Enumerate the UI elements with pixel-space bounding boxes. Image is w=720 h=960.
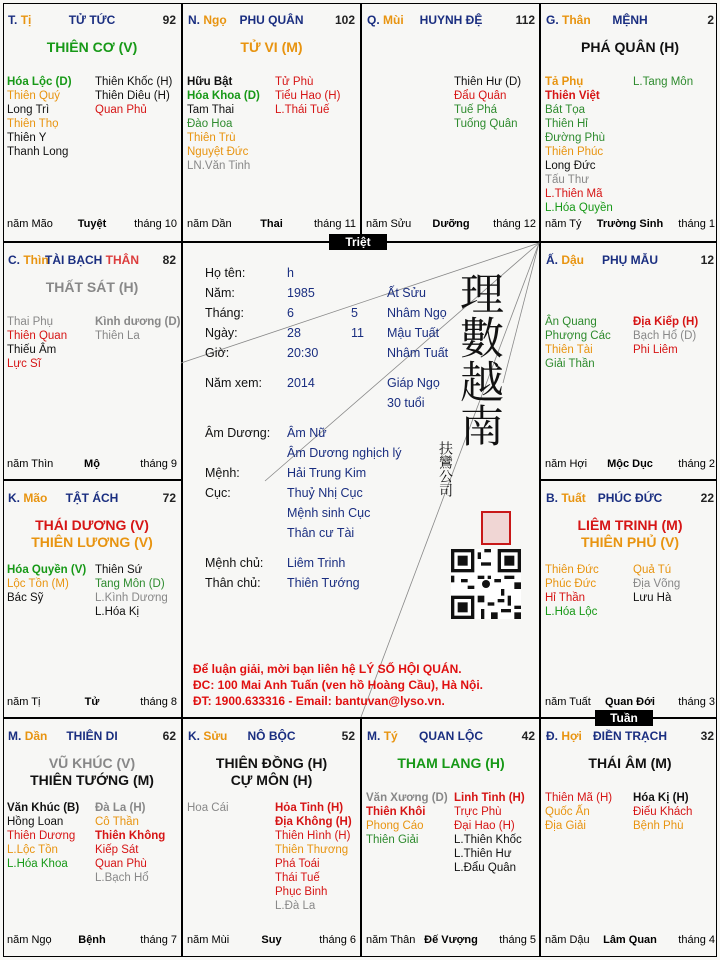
minor-star: Phúc Đức (545, 578, 597, 590)
palace-header (546, 729, 714, 743)
minor-star: Bát Tọa (545, 104, 586, 116)
palace-header (546, 253, 714, 267)
palace-name: ĐIỀN TRẠCH (593, 729, 667, 743)
palace-branch: C. Thìn (8, 253, 49, 267)
main-stars (183, 755, 360, 789)
ho-ten-value: h (287, 266, 294, 280)
palace-footer (545, 457, 715, 471)
minor-star: L.Đẩu Quân (454, 862, 517, 874)
palace-year: năm Dậu (545, 934, 590, 946)
main-stars (3, 39, 181, 56)
center-info (181, 241, 539, 719)
palace-footer (187, 217, 356, 231)
palace-stage: Mộc Dục (607, 458, 653, 470)
palace-stage: Thai (260, 218, 283, 230)
minor-star: Hóa Kị (H) (633, 792, 689, 804)
palace-year: năm Ngọ (7, 934, 52, 946)
palace-month: tháng 6 (319, 934, 356, 946)
minor-star: Phá Toái (275, 858, 320, 870)
than-chu-value: Thiên Tướng (287, 576, 360, 590)
minor-star: Thiên Diêu (H) (95, 90, 170, 102)
palace-footer (7, 457, 177, 471)
thang-am: 5 (351, 306, 358, 320)
palace-number: 102 (334, 13, 355, 27)
minor-star: Hóa Quyền (V) (7, 564, 87, 576)
minor-star: L.Bạch Hổ (95, 872, 149, 884)
palace-branch: T. Tị (8, 13, 32, 27)
nam-label: Năm: (205, 286, 235, 300)
minor-star: Cô Thần (95, 816, 139, 828)
palace-stage: Đế Vượng (424, 934, 478, 946)
minor-star: L.Hóa Khoa (7, 858, 68, 870)
minor-star: Lực Sĩ (7, 358, 41, 370)
minor-star: L.Thiên Hư (454, 848, 512, 860)
tuoi-value: 30 tuổi (387, 396, 425, 410)
palace-hoi (541, 719, 719, 957)
minor-star: L.Thái Tuế (275, 104, 330, 116)
minor-star: Thiên Thương (275, 844, 349, 856)
minor-star: Thiên Đức (545, 564, 599, 576)
palace-month: tháng 1 (678, 218, 715, 230)
star-column-right (633, 563, 720, 605)
main-star: THÁI DƯƠNG (V) (35, 517, 149, 533)
palace-footer (366, 933, 536, 947)
menh-chu-value: Liêm Trinh (287, 556, 346, 570)
minor-star: Tuống Quân (454, 118, 518, 130)
minor-star: L.Hóa Quyền (545, 202, 613, 214)
main-stars (3, 279, 181, 296)
minor-star: Tam Thai (187, 104, 235, 116)
palace-stage: Mộ (84, 458, 100, 470)
palace-footer (187, 933, 356, 947)
palace-name: HUYNH ĐỆ (419, 13, 483, 27)
ngay-duong: 28 (287, 326, 301, 340)
minor-star: Tử Phù (275, 76, 314, 88)
star-column-right (454, 75, 542, 131)
palace-year: năm Thân (366, 934, 416, 946)
palace-header (367, 13, 535, 27)
main-stars (362, 755, 540, 772)
ngay-label: Ngày: (205, 326, 238, 340)
thang-can-chi: Nhâm Ngọ (387, 306, 447, 320)
palace-number: 72 (162, 491, 176, 505)
palace-stage: Tuyệt (77, 218, 107, 230)
palace-header (367, 729, 535, 743)
minor-star: LN.Văn Tinh (187, 160, 251, 172)
minor-star: Thiên La (95, 330, 140, 342)
minor-star: Long Đức (545, 160, 596, 172)
palace-name: PHÚC ĐỨC (597, 491, 663, 505)
palace-header (546, 13, 714, 27)
palace-month: tháng 11 (313, 218, 356, 230)
star-column-left (545, 563, 633, 619)
palace-year: năm Mão (7, 218, 53, 230)
palace-number: 32 (700, 729, 714, 743)
palace-mui (362, 3, 540, 241)
minor-star: Ân Quang (545, 316, 597, 328)
palace-branch: B. Tuất (546, 491, 586, 505)
minor-star: L.Thiên Khốc (454, 834, 522, 846)
palace-stage: Quan Đới (605, 696, 655, 708)
minor-star: Hoa Cái (187, 802, 229, 814)
calligraphy-logo (437, 271, 513, 531)
palace-number: 22 (700, 491, 714, 505)
star-column-right (633, 315, 720, 357)
minor-star: Bệnh Phù (633, 820, 684, 832)
minor-star: Quan Phù (95, 858, 147, 870)
minor-star: Lưu Hà (633, 592, 672, 604)
contact-line-3: ĐT: 1900.633316 - Email: bantuvan@lyso.vn. (193, 694, 445, 708)
minor-star: Địa Không (H) (275, 816, 352, 828)
gio-label: Giờ: (205, 346, 230, 360)
cuc-label: Cục: (205, 486, 231, 500)
minor-star: Bạch Hổ (D) (633, 330, 697, 342)
contact-line-2: ĐC: 100 Mai Anh Tuấn (ven hồ Hoàng Cầu), Hà Nội. (193, 678, 484, 692)
star-column-left (7, 563, 95, 605)
star-column-left (7, 801, 95, 871)
minor-star: Hóa Khoa (D) (187, 90, 260, 102)
palace-month: tháng 2 (678, 458, 715, 470)
palace-footer (545, 933, 715, 947)
palace-name: THIÊN DI (66, 729, 118, 743)
star-column-left (545, 75, 633, 215)
main-stars (541, 517, 719, 551)
star-column-right (95, 801, 183, 885)
palace-year: năm Sửu (366, 218, 412, 230)
menh-value: Hải Trung Kim (287, 466, 367, 480)
main-stars (3, 755, 181, 789)
minor-star: Linh Tinh (H) (454, 792, 525, 804)
star-column-left (545, 315, 633, 371)
palace-tuat (541, 481, 719, 719)
palace-footer (545, 217, 715, 231)
star-column-right (275, 75, 363, 117)
minor-star: Hữu Bật (187, 76, 233, 88)
am-duong-note: Âm Dương nghịch lý (287, 446, 402, 460)
minor-star: Thiên Không (95, 830, 166, 842)
palace-branch: Q. Mùi (367, 13, 404, 27)
palace-name: NÔ BỘC (247, 729, 296, 743)
palace-number: 92 (162, 13, 176, 27)
palace-month: tháng 5 (499, 934, 536, 946)
palace-number: 2 (707, 13, 714, 27)
palace-footer (7, 217, 177, 231)
minor-star: Thiên Khôi (366, 806, 426, 818)
nam-xem-value: 2014 (287, 376, 315, 390)
minor-star: Thiên Y (7, 132, 47, 144)
nam-xem-label: Năm xem: (205, 376, 262, 390)
palace-year: năm Thìn (7, 458, 54, 470)
palace-stage: Lâm Quan (603, 934, 657, 946)
than-chu-label: Thân chủ: (205, 576, 261, 590)
main-star: CỰ MÔN (H) (230, 772, 313, 788)
minor-star: Thiên Việt (545, 90, 600, 102)
palace-name: TỬ TỨC (68, 13, 116, 27)
palace-year: năm Hợi (545, 458, 588, 470)
minor-star: Tấu Thư (545, 174, 589, 186)
minor-star: L.Lộc Tồn (7, 844, 58, 856)
minor-star: Tiểu Hao (H) (275, 90, 341, 102)
minor-star: Thiên Trù (187, 132, 236, 144)
main-star: THIÊN TƯỚNG (M) (30, 772, 154, 788)
star-column-right (95, 315, 183, 343)
palace-ngo (183, 3, 360, 241)
palace-number: 12 (700, 253, 714, 267)
palace-header (188, 729, 355, 743)
palace-header (8, 491, 176, 505)
palace-month: tháng 8 (140, 696, 177, 708)
minor-star: Địa Kiếp (H) (633, 316, 699, 328)
minor-star: Phượng Các (545, 330, 611, 342)
thang-label: Tháng: (205, 306, 244, 320)
main-star: PHÁ QUÂN (H) (581, 39, 679, 55)
cuc-note2: Thân cư Tài (287, 526, 355, 540)
minor-star: Đường Phù (545, 132, 605, 144)
minor-star: Thiên Mã (H) (545, 792, 613, 804)
ngay-can-chi: Mậu Tuất (387, 326, 440, 340)
minor-star: Thiên Tài (545, 344, 593, 356)
palace-name: MỆNH (612, 13, 648, 27)
palace-year: năm Dần (187, 218, 232, 230)
minor-star: Thiên Quý (7, 90, 61, 102)
palace-dau (541, 243, 719, 481)
minor-star: Thiên Hỉ (545, 118, 588, 130)
tuan-tag: Tuần (595, 710, 653, 726)
palace-stage: Tử (84, 696, 100, 708)
minor-star: Đào Hoa (187, 118, 233, 130)
main-star: THIÊN PHỦ (V) (581, 534, 679, 550)
menh-chu-label: Mệnh chủ: (205, 556, 264, 570)
minor-star: Kình dương (D) (95, 316, 181, 328)
minor-star: Nguyệt Đức (187, 146, 249, 158)
palace-header (8, 729, 176, 743)
palace-name: QUAN LỘC (419, 729, 483, 743)
minor-star: Giải Thần (545, 358, 595, 370)
palace-ty (362, 719, 540, 957)
palace-branch: M. Tý (367, 729, 398, 743)
palace-header (8, 253, 176, 267)
main-stars (3, 517, 181, 551)
minor-star: L.Kình Dương (95, 592, 168, 604)
palace-number: 82 (162, 253, 176, 267)
palace-footer (7, 695, 177, 709)
minor-star: Thiên Hư (D) (454, 76, 522, 88)
gio-can-chi: Nhâm Tuất (387, 346, 449, 360)
palace-branch: N. Ngọ (188, 13, 227, 27)
minor-star: Thiên Phúc (545, 146, 604, 158)
minor-star: Trực Phù (454, 806, 502, 818)
palace-name: PHU QUÂN (239, 13, 304, 27)
minor-star: L.Hóa Kị (95, 606, 140, 618)
star-column-left (7, 75, 95, 159)
minor-star: Đẩu Quân (454, 90, 507, 102)
palace-number: 112 (515, 13, 535, 27)
main-star: TỬ VI (M) (240, 39, 303, 55)
nam-can-chi: Ất Sửu (387, 286, 426, 300)
main-star: THIÊN ĐỒNG (H) (215, 755, 328, 771)
main-stars (541, 755, 719, 772)
seal-side-text: 扶鸞公司 (437, 441, 453, 497)
minor-star: Thái Tuế (275, 872, 320, 884)
palace-branch: K. Sửu (188, 729, 228, 743)
contact-line-1: Để luận giải, mời bạn liên hệ LÝ SỐ HỘI QUÁN. (193, 662, 462, 676)
nam-xem-can-chi: Giáp Ngọ (387, 376, 440, 390)
star-column-right (633, 75, 720, 89)
palace-month: tháng 10 (134, 218, 177, 230)
red-seal (481, 511, 511, 545)
palace-month: tháng 12 (493, 218, 536, 230)
minor-star: L.Thiên Mã (545, 188, 603, 200)
minor-star: Thiên Giải (366, 834, 419, 846)
contact-info (193, 661, 483, 709)
minor-star: Văn Khúc (B) (7, 802, 80, 814)
palace-branch: M. Dần (8, 729, 48, 743)
palace-mao (3, 481, 181, 719)
minor-star: Phi Liêm (633, 344, 678, 356)
qr-code-icon (451, 549, 521, 619)
calligraphy-text: 理數越南 (452, 271, 503, 447)
palace-month: tháng 9 (140, 458, 177, 470)
menh-label: Mệnh: (205, 466, 240, 480)
palace-footer (366, 217, 536, 231)
star-column-left (366, 791, 454, 847)
minor-star: Điếu Khách (633, 806, 693, 818)
minor-star: Địa Giải (545, 820, 586, 832)
palace-year: năm Tị (7, 696, 41, 708)
minor-star: Quốc Ấn (545, 806, 590, 818)
palace-stage: Trường Sinh (596, 218, 664, 230)
minor-star: Quả Tú (633, 564, 672, 576)
palace-header (546, 491, 714, 505)
minor-star: Kiếp Sát (95, 844, 139, 856)
minor-star: Tang Môn (D) (95, 578, 165, 590)
minor-star: Thanh Long (7, 146, 69, 158)
palace-than (541, 3, 719, 241)
minor-star: Phong Cáo (366, 820, 424, 832)
star-column-left (7, 315, 95, 371)
main-star: VŨ KHÚC (V) (48, 755, 136, 771)
cuc-value: Thuỷ Nhị Cục (287, 486, 363, 500)
minor-star: Thiên Quan (7, 330, 68, 342)
palace-stage: Suy (261, 934, 282, 946)
triet-tag: Triệt (329, 234, 387, 250)
palace-branch: K. Mão (8, 491, 48, 505)
am-duong-label: Âm Dương: (205, 426, 271, 440)
minor-star: Phục Binh (275, 886, 328, 898)
minor-star: Bác Sỹ (7, 592, 44, 604)
minor-star: Thiên Dương (7, 830, 76, 842)
star-column-right (95, 75, 183, 117)
minor-star: L.Đà La (275, 900, 316, 912)
horoscope-chart (3, 3, 717, 957)
am-duong-value: Âm Nữ (287, 426, 327, 440)
palace-month: tháng 7 (140, 934, 177, 946)
palace-header (8, 13, 176, 27)
minor-star: Đà La (H) (95, 802, 146, 814)
palace-branch: Ấ. Dậu (546, 253, 585, 267)
palace-branch: Đ. Hợi (546, 729, 582, 743)
minor-star: Quan Phủ (95, 104, 147, 116)
palace-stage: Dưỡng (432, 218, 470, 230)
minor-star: L.Hóa Lộc (545, 606, 598, 618)
star-column-left (187, 75, 275, 173)
palace-ti (3, 3, 181, 241)
minor-star: Lộc Tồn (M) (7, 578, 69, 590)
palace-year: năm Mùi (187, 934, 230, 946)
palace-stage: Bệnh (78, 934, 106, 946)
minor-star: L.Tang Môn (633, 76, 694, 88)
nam-value: 1985 (287, 286, 315, 300)
palace-suu (183, 719, 360, 957)
minor-star: Địa Võng (633, 578, 681, 590)
palace-month: tháng 3 (678, 696, 715, 708)
palace-year: năm Tý (545, 218, 582, 230)
minor-star: Hồng Loan (7, 816, 64, 828)
gio-value: 20:30 (287, 346, 319, 360)
palace-number: 52 (341, 729, 355, 743)
palace-year: năm Tuất (545, 696, 591, 708)
palace-branch: G. Thân (546, 13, 591, 27)
main-star: THIÊN CƠ (V) (46, 39, 138, 55)
minor-star: Văn Xương (D) (366, 792, 448, 804)
palace-name: TẬT ÁCH (65, 491, 119, 505)
star-column-right (275, 801, 363, 913)
minor-star: Long Trì (7, 104, 50, 116)
palace-month: tháng 4 (678, 934, 715, 946)
minor-star: Tả Phụ (545, 76, 584, 88)
palace-number: 42 (521, 729, 535, 743)
cuc-note1: Mệnh sinh Cục (287, 506, 371, 520)
minor-star: Đại Hao (H) (454, 820, 515, 832)
palace-footer (545, 695, 715, 709)
minor-star: Thiên Sứ (95, 564, 143, 576)
palace-dan (3, 719, 181, 957)
palace-name: TÀI BẠCH THÂN (45, 253, 139, 267)
star-column-right (454, 791, 542, 875)
main-star: THAM LANG (H) (397, 755, 505, 771)
main-stars (541, 39, 719, 56)
star-column-left (187, 801, 275, 815)
minor-star: Thiên Thọ (7, 118, 59, 130)
minor-star: Tuế Phá (454, 104, 498, 116)
star-column-right (95, 563, 183, 619)
ho-ten-label: Họ tên: (205, 266, 246, 280)
ngay-am: 11 (351, 326, 364, 340)
minor-star: Hỉ Thần (545, 592, 586, 604)
thang-duong: 6 (287, 306, 294, 320)
minor-star: Hỏa Tinh (H) (275, 802, 344, 814)
minor-star: Thiên Khốc (H) (95, 76, 173, 88)
star-column-right (633, 791, 720, 833)
palace-thin (3, 243, 181, 481)
main-star: THÁI ÂM (M) (588, 755, 672, 771)
minor-star: Thiếu Âm (7, 344, 57, 356)
palace-name: PHỤ MẪU (602, 253, 658, 267)
main-stars (183, 39, 360, 56)
main-star: THIÊN LƯƠNG (V) (31, 534, 153, 550)
main-star: THẤT SÁT (H) (45, 279, 139, 295)
palace-number: 62 (162, 729, 176, 743)
minor-star: Thai Phụ (7, 316, 54, 328)
palace-footer (7, 933, 177, 947)
main-star: LIÊM TRINH (M) (577, 517, 683, 533)
minor-star: Hóa Lộc (D) (7, 76, 72, 88)
star-column-left (545, 791, 633, 833)
palace-header (188, 13, 355, 27)
minor-star: Thiên Hình (H) (275, 830, 351, 842)
